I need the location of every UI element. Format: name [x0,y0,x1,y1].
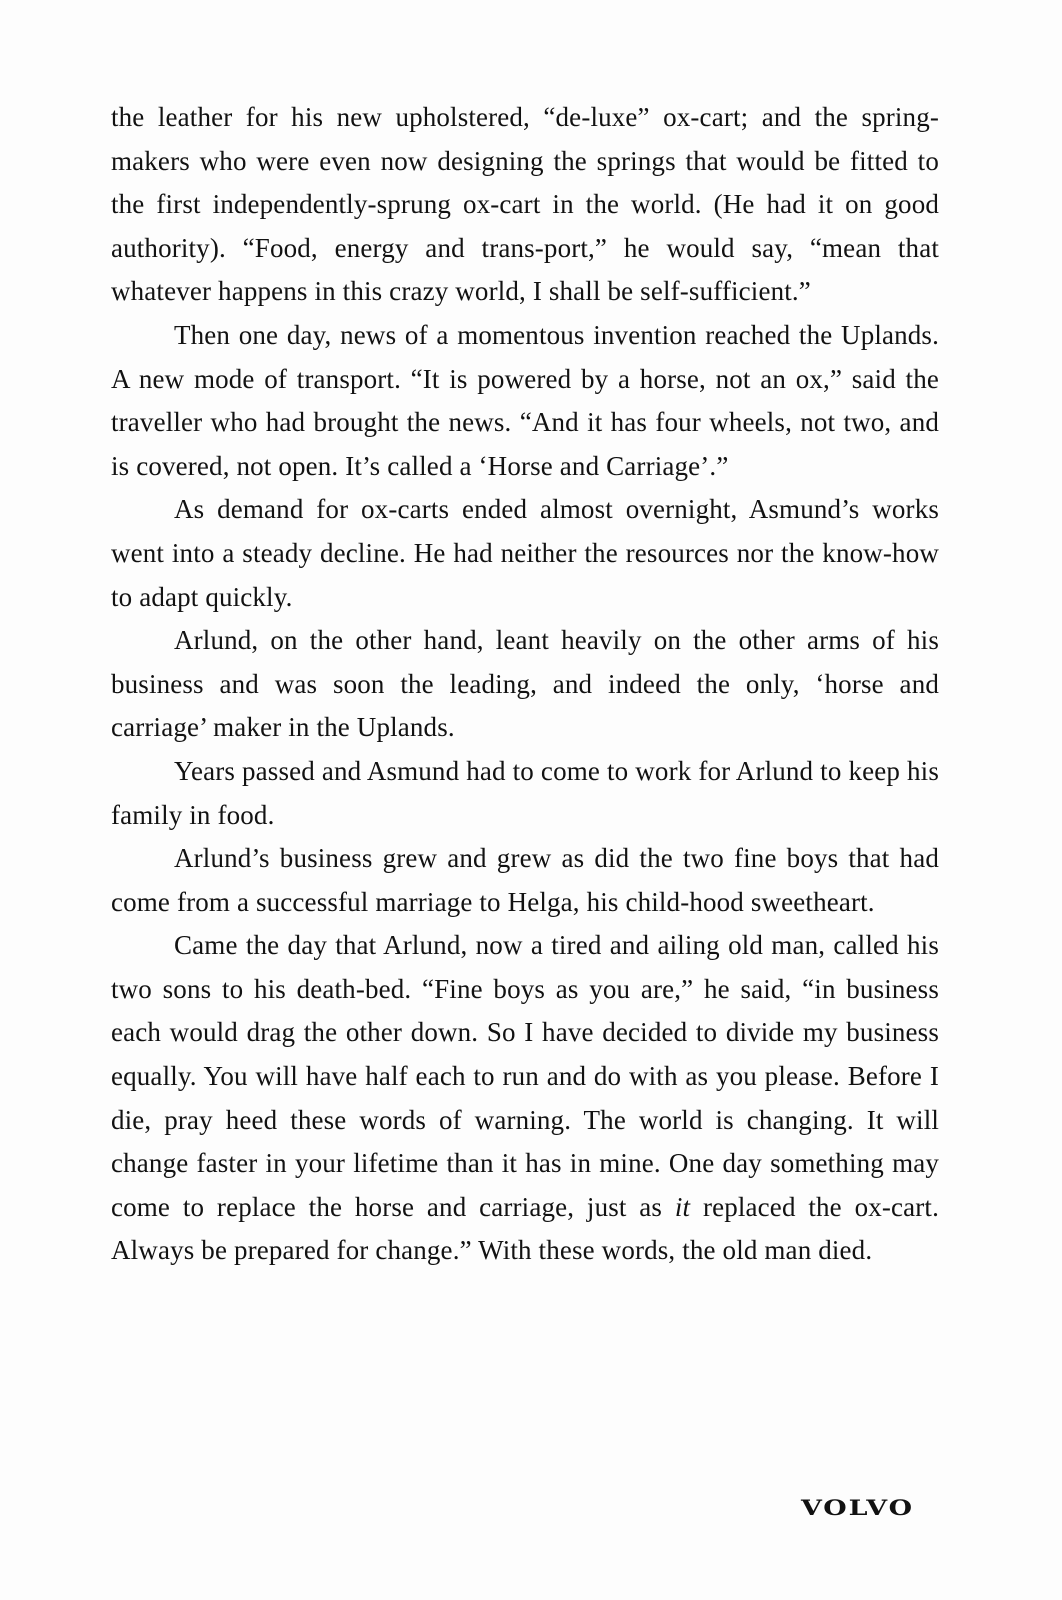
emphasis-it: it [674,1191,691,1222]
paragraph-3: As demand for ox-carts ended almost overnight, Asmund’s works went into a steady decline. He had neither the resources nor the know-how to adapt quickly. [111,494,939,612]
paragraph-5: Years passed and Asmund had to come to work for Arlund to keep his family in food. [111,755,939,830]
story-text [111,96,939,1273]
paragraph-7 [111,924,939,1273]
paragraph-7-part-2: replaced the ox-cart. Always be prepared for change.” With these words, the old man died. [111,1191,939,1266]
paragraph-7-part-1: Came the day that Arlund, now a tired and ailing old man, called his two sons to his death-bed. “Fine boys as you are,” he said, “in business each would drag the other down. So I have decided to divide my business equally. You will have half each to run and do with as you please. Before I die, pray heed these words of warning. The world is changing. It will change faster in your lifetime than it has in mine. One day something may come to replace the horse and carriage, just as [111,930,939,1222]
paragraph-4: Arlund, on the other hand, leant heavily on the other arms of his business and was soon the leading, and indeed the only, ‘horse and carriage’ maker in the Uplands. [111,625,939,743]
paragraph-2: Then one day, news of a momentous invention reached the Uplands. A new mode of transport. “It is powered by a horse, not an ox,” said the traveller who had brought the news. “And it has four wheels, not two, and is covered, not open. It’s called a ‘Horse and Carriage’.” [111,319,939,481]
paragraph-1: the leather for his new upholstered, “de-luxe” ox-cart; and the spring-makers who were even now designing the springs that would be fitted to the first independently-sprung ox-cart in the world. (He had it on good authority). “Food, energy and trans-port,” he would say, “mean that whatever happens in this crazy world, I shall be self-sufficient.” [111,102,939,307]
paragraph-6: Arlund’s business grew and grew as did the two fine boys that had come from a successful marriage to Helga, his child-hood sweetheart. [111,843,939,917]
volvo-logo: VOLVO [801,1495,914,1520]
